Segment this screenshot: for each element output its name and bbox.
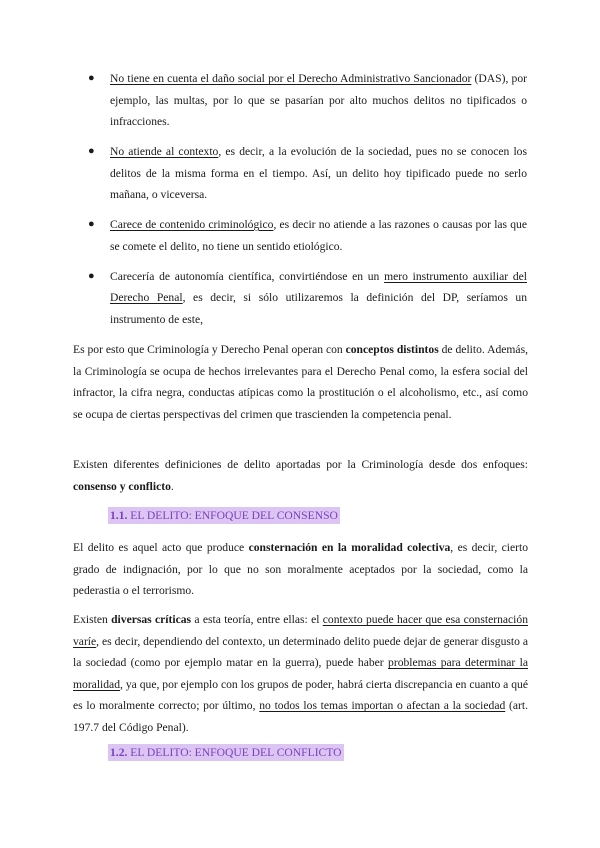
bullet-icon: ● [88, 72, 95, 84]
item-text: , es decir no atiende a las razones o causas por las que se comete el delito, no tiene un sentido etiológico. [110, 218, 527, 253]
bullet-icon: ● [88, 145, 95, 157]
item-text: , es decir, si sólo utilizaremos la definición del DP, seríamos un instrumento de este, [110, 291, 528, 326]
section-title: EL DELITO: ENFOQUE DEL CONFLICTO [127, 746, 342, 759]
text: Existen diferentes definiciones de delito aportadas por la Criminología desde dos enfoques: [73, 458, 528, 471]
text: Existen [73, 613, 112, 626]
paragraph-consensus-definition [73, 537, 528, 602]
text: , es decir, dependiendo del contexto, un determinado delito puede dejar de generar disgusto a la sociedad (como por ejemplo matar en la guerra), puede haber [73, 634, 528, 669]
section-number: 1.2. [110, 746, 128, 759]
underlined-text: no todos los temas importan o afectan a la sociedad [259, 699, 506, 712]
text: (art. 197.7 del Código Penal). [73, 699, 528, 734]
paragraph-approaches [73, 454, 528, 497]
text: Es por esto que Criminología y Derecho Penal operan con [73, 343, 346, 356]
paragraph-consensus-criticism [73, 609, 528, 738]
text: a esta teoría, entre ellas: el [191, 613, 323, 626]
text: de delito. Además, la Criminología se ocupa de hechos irrelevantes para el Derecho Penal como, la esfera social del infractor, la cifra negra, conductas atípicas como la prostitución o el alcoholismo, etc., así como se ocupa de ciertas perspectivas del crimen que trascienden la competencia penal. [73, 343, 528, 421]
underlined-text: mero instrumento auxiliar del Derecho Penal [110, 269, 527, 304]
list-item [0, 214, 600, 257]
bold-text: diversas críticas [111, 613, 192, 626]
underlined-text: contexto puede hacer que esa consternación varíe [73, 613, 528, 648]
underlined-text: problemas para determinar la moralidad [73, 656, 528, 691]
bold-text: consternación en la moralidad colectiva [248, 541, 451, 554]
list-item [0, 141, 600, 206]
text: , ya que, por ejemplo con los grupos de poder, habrá cierta discrepancia en cuanto a qué es lo moralmente correcto; por último, [73, 677, 528, 712]
text: , es decir, cierto grado de indignación, por lo que no son moralmente aceptados por la sociedad, como la pederastia o el terrorismo. [73, 541, 529, 597]
section-title: EL DELITO: ENFOQUE DEL CONSENSO [127, 509, 338, 522]
underlined-text: No atiende al contexto [110, 145, 219, 158]
item-text: Carecería de autonomía científica, convirtiéndose en un [110, 269, 385, 283]
bold-text: consenso y conflicto [73, 479, 171, 493]
paragraph-distinct-concepts [73, 339, 528, 425]
section-heading-consenso [108, 507, 340, 524]
criticism-list [0, 68, 600, 339]
section-heading-conflicto [108, 744, 344, 761]
underlined-text: Carece de contenido criminológico [110, 218, 274, 231]
section-number: 1.1. [110, 509, 128, 522]
bold-text: conceptos distintos [345, 343, 439, 356]
bullet-icon: ● [88, 218, 95, 230]
bullet-icon: ● [88, 269, 95, 282]
list-item [0, 68, 600, 133]
list-item [0, 266, 600, 331]
item-text: (DAS), por ejemplo, las multas, por lo que se pasarían por alto muchos delitos no tipificados o infracciones. [110, 72, 527, 128]
underlined-text: No tiene en cuenta el daño social por el Derecho Administrativo Sancionador [110, 72, 472, 85]
text: . [170, 479, 174, 493]
item-text: , es decir, a la evolución de la sociedad, pues no se conocen los delitos de la misma forma en el tiempo. Así, un delito hoy tipificado puede no serlo mañana, o viceversa. [110, 145, 527, 201]
text: El delito es aquel acto que produce [73, 541, 249, 554]
